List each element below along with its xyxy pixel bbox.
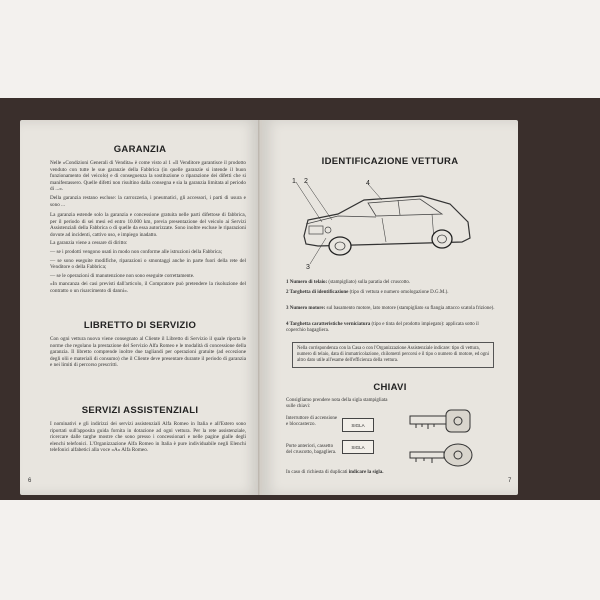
garanzia-paragraph: Della garanzia restano escluse: la carrozzeria, i pneumatici, gli accessori, i parti di usura e sono ... bbox=[50, 194, 246, 208]
garanzia-paragraph: — se i prodotti vengono usati in modo non conforme alle istruzioni della Fabbrica; bbox=[50, 248, 223, 255]
chiavi-heading: CHIAVI bbox=[373, 382, 407, 393]
keys-footer-bold: indicare la sigla. bbox=[348, 470, 384, 475]
callout-3: 3 bbox=[306, 264, 310, 271]
keys-footer-text: In caso di richiesta di duplicati bbox=[286, 470, 348, 475]
servizi-text: I nominativi e gli indirizzi dei servizi assistenziali Alfa Romeo in Italia e all'Estero sono riportati sull'apposita guida fornita in dotazione ad ogni vettura. Per la rete assistenziale, ricercare dalle targhe mostre che sono presso i concessionari e nelle pagine gialle degli elenchi telefonici. L'Organizzazione Alfa Romeo in Italia è pure individuabile negli Elenchi telefonici alfabetici alla voce «A» Alfa Romeo. bbox=[50, 421, 246, 454]
car-illustration bbox=[282, 176, 482, 268]
ignition-key-icon bbox=[408, 404, 478, 438]
garanzia-paragraph: La garanzia viene a cessare di diritto: bbox=[50, 240, 128, 247]
item-text: sul basamento motore, lato motore (stampigliato su flangia attacco scatola frizione). bbox=[326, 306, 495, 311]
right-page bbox=[262, 120, 518, 495]
garanzia-heading: GARANZIA bbox=[113, 144, 167, 155]
callout-4: 4 bbox=[366, 180, 370, 187]
keys-intro: Consigliamo prendere nota della sigla stampigliata sulle chiavi: bbox=[286, 398, 388, 410]
item-label: 4 Targhetta caratteristiche verniciatura bbox=[286, 322, 371, 327]
identification-item bbox=[286, 322, 496, 334]
garanzia-paragraph: «In mancanza dei casi previsti dall'articolo, il Compratore può pretendere la risoluzione del contratto o un risarcimento di danni». bbox=[50, 281, 246, 294]
servizi-heading: SERVIZI ASSISTENZIALI bbox=[81, 405, 199, 416]
item-label: 3 Numero motore: bbox=[286, 306, 326, 311]
identification-item bbox=[286, 280, 496, 286]
page-number: 6 bbox=[28, 478, 32, 484]
key2-code-box: SIGLA bbox=[342, 440, 374, 454]
item-text: (tipo di vettura e numero omologazione D.G.M.). bbox=[349, 290, 449, 295]
item-text: (stampigliato) sulla paratia del cruscotto. bbox=[328, 280, 411, 285]
key2-text: Porte anteriori, cassetto del cruscotto, bagagliera. bbox=[286, 444, 337, 456]
item-text: (tipo e tinta del prodotto impiegato): applicata sotto il coperchio bagagliera. bbox=[286, 322, 479, 334]
garanzia-paragraph: La garanzia estende solo la garanzia e concessione gratuita nelle parti difettose di fabbrica, per il periodo di sei mesi ed entro 10.000 km, previa presentazione del veicolo ai Servizi Assistenziali della Fabbrica o di quelle da essa autorizzate. Sono inoltre escluse le riparazioni dovute ad incidenti, cattivo uso, e impiego inadatto. bbox=[50, 212, 246, 238]
garanzia-text-2 bbox=[50, 212, 246, 297]
garanzia-paragraph: — se sono eseguite modifiche, riparazioni o smontaggi anche in parte fuori della rete del Venditore o della Fabbrica; bbox=[50, 257, 246, 271]
garanzia-paragraph: — se le operazioni di manutenzione non sono eseguite correttamente. bbox=[50, 272, 195, 279]
identification-item bbox=[286, 306, 496, 312]
libretto-text: Con ogni vettura nuova viene consegnato al Cliente il Libretto di Servizio il quale riporta le norme che regolano la prestazione del Servizio Alfa Romeo e le modalità di concessione della garanzia. Il libretto comprende inoltre due tagliandi per operazioni gratuite (ad eccezione degli olii e materiali di consumo) che il Cliente deve presentare durante il periodo di garanzia e nei limiti di percorso prescritti. bbox=[50, 336, 246, 369]
page-number: 7 bbox=[508, 478, 512, 484]
item-label: 2 Targhetta di identificazione bbox=[286, 290, 349, 295]
correspondence-note: Nella corrispondenza con la Casa o con l'Organizzazione Assistenziale indicare: tipo di vettura, numero di telaio, data di immatricolazione, chilometri percorsi e il tipo o numero di motore, ed ogni altro dato utile all'esame dell'efficienza della vettura. bbox=[292, 342, 494, 368]
garanzia-text-1 bbox=[50, 160, 246, 210]
identificazione-heading: IDENTIFICAZIONE VETTURA bbox=[321, 156, 459, 167]
door-key-icon bbox=[408, 438, 478, 472]
callout-2: 2 bbox=[304, 178, 308, 185]
libretto-heading: LIBRETTO DI SERVIZIO bbox=[83, 320, 197, 331]
keys-footer bbox=[286, 470, 396, 476]
left-page bbox=[20, 120, 260, 495]
identification-item bbox=[286, 290, 496, 296]
key1-text: Interruttore di accensione e bloccasterzo. bbox=[286, 416, 338, 428]
item-label: 1 Numero di telaio: bbox=[286, 280, 328, 285]
garanzia-paragraph: Nelle «Condizioni Generali di Vendita» è come visto al 1 «Il Venditore garantisce il prodotto venduto con tutte le sue garanzie della Fabbrica (in quelle garanzie si intende il buon funzionamento del veicolo) e di conseguenza la sostituzione o riparazione dei difetti che si manifestassero. Quelle difetti non risultino dalla consegna e sia la garanzia limitata al periodo di ...». bbox=[50, 160, 246, 193]
key1-code-box: SIGLA bbox=[342, 418, 374, 432]
callout-1: 1 bbox=[292, 178, 296, 185]
